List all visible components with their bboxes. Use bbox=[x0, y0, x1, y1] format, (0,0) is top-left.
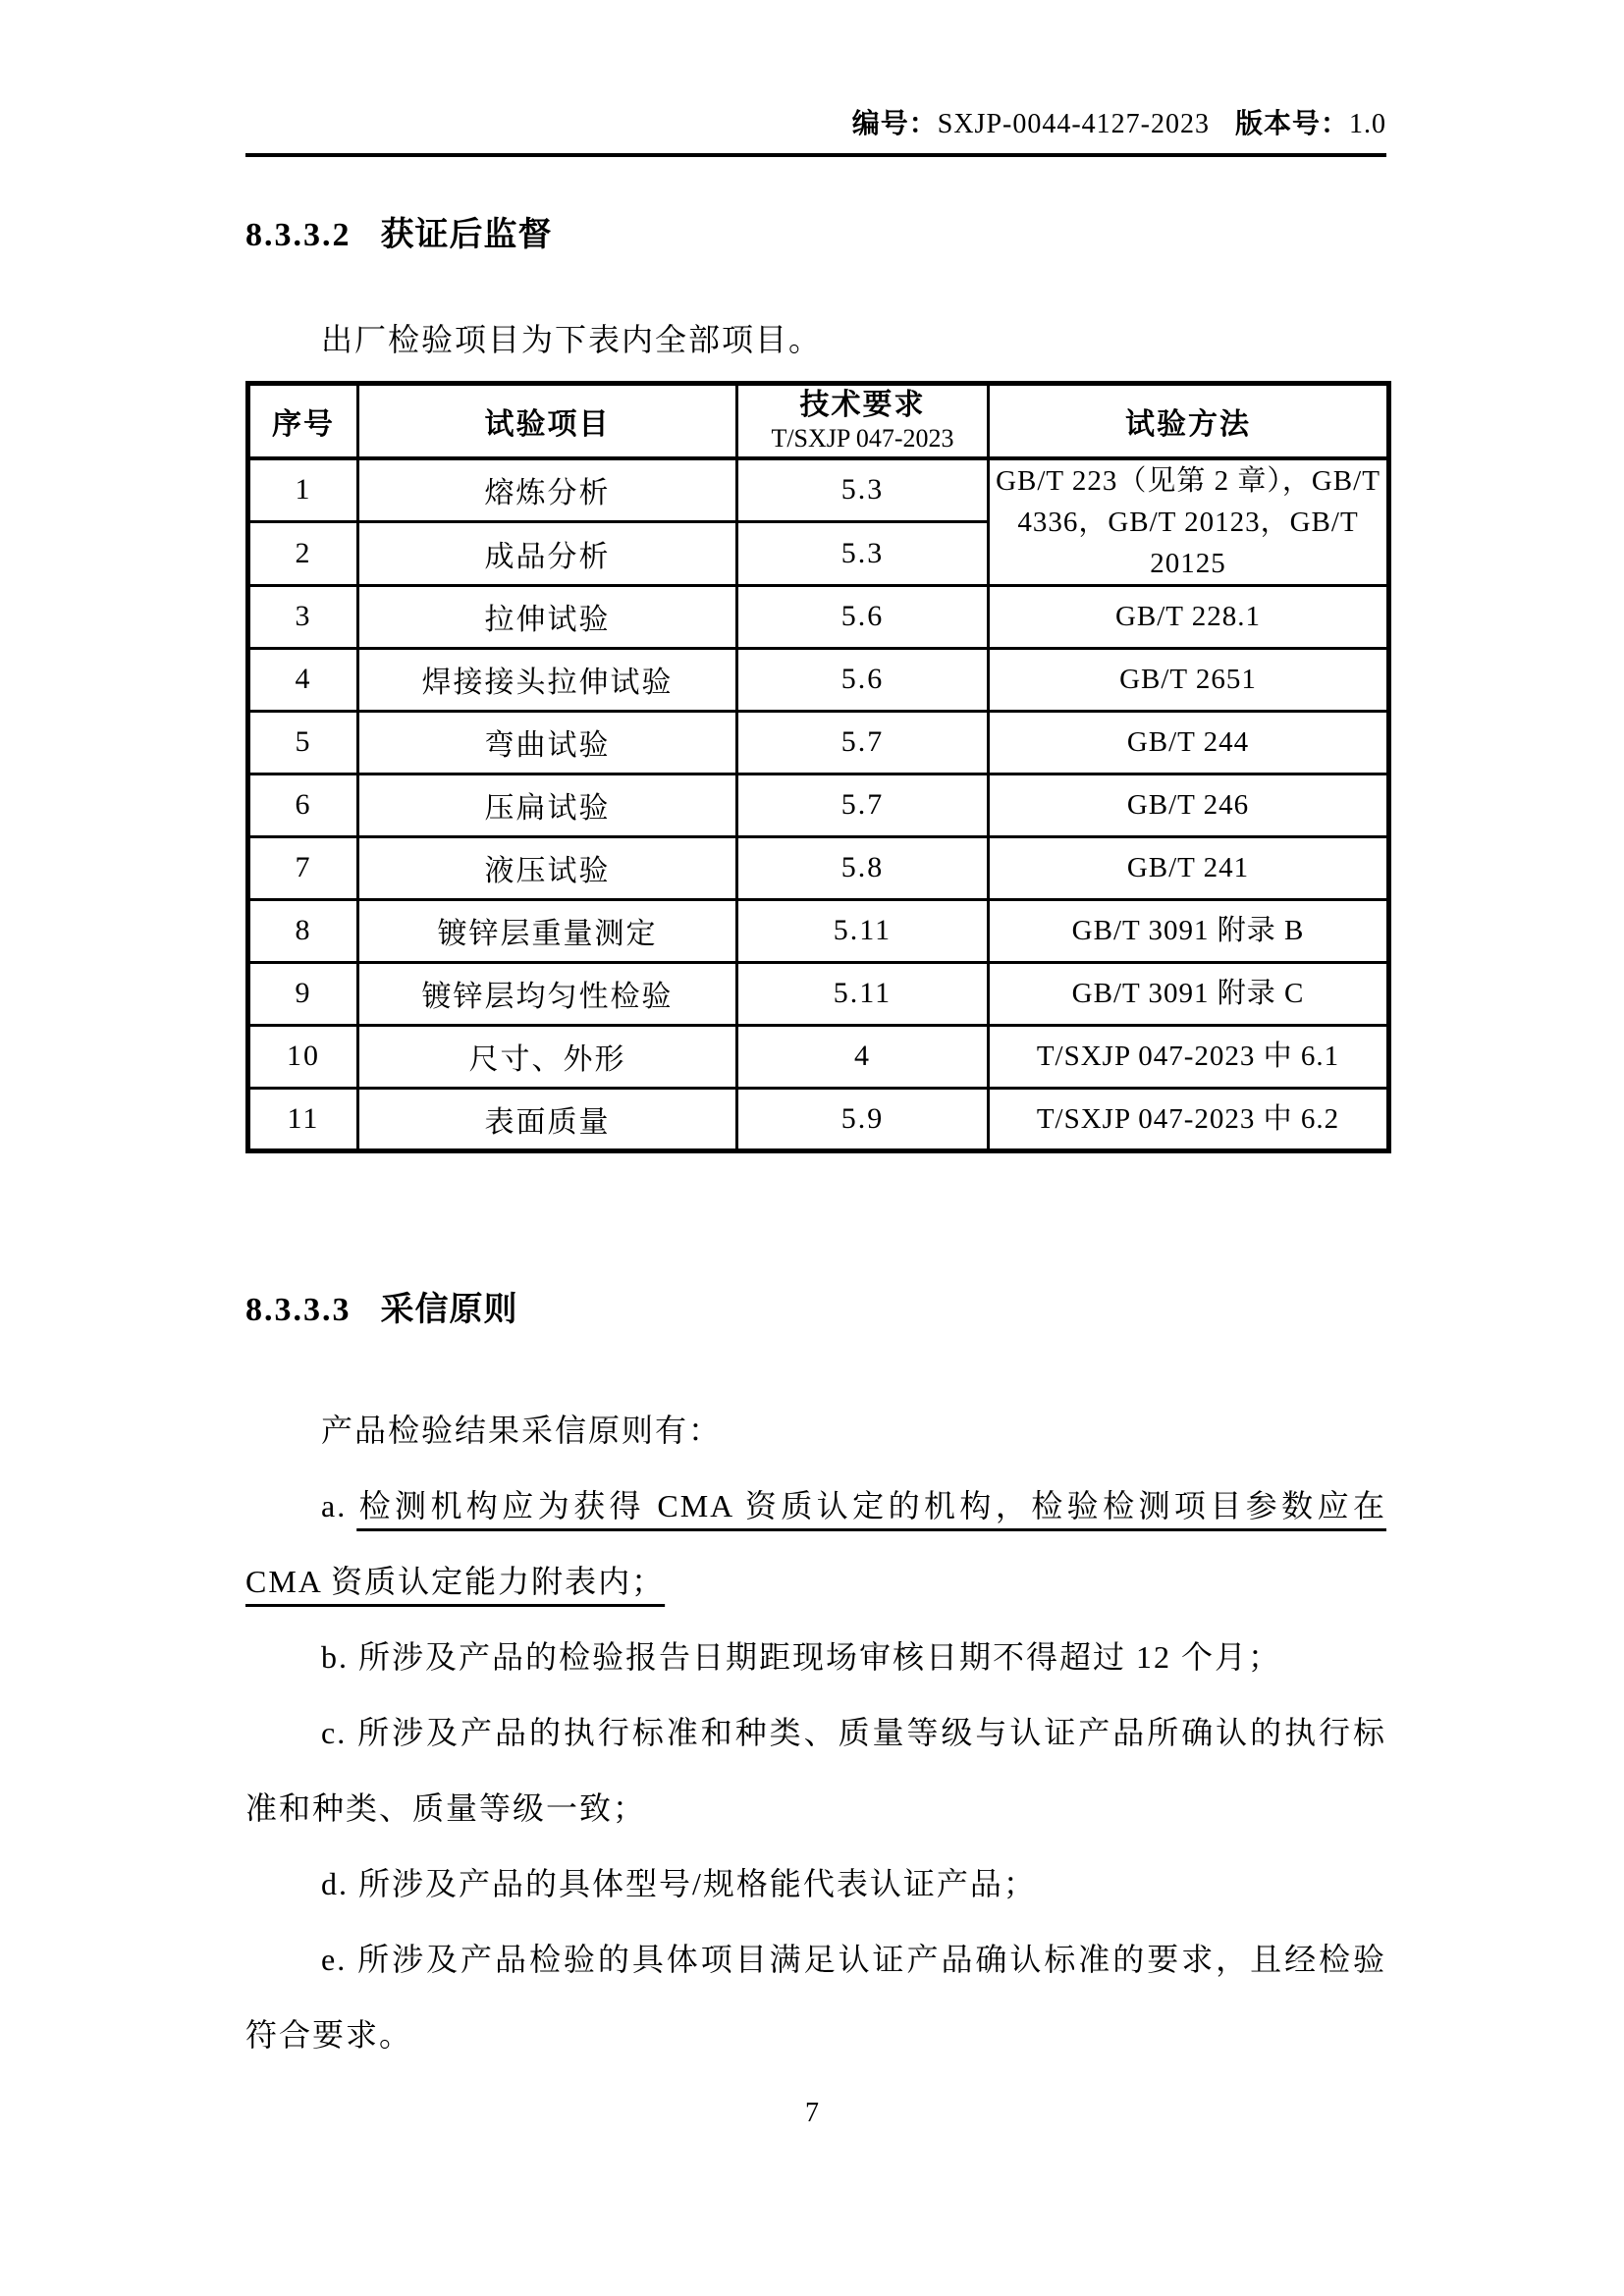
principles-paragraphs bbox=[245, 1393, 1386, 2073]
document-id-line bbox=[245, 108, 1386, 141]
supervision-intro-paragraph: 出厂检验项目为下表内全部项目。 bbox=[321, 322, 823, 357]
cell-method-merged: GB/T 223（见第 2 章），GB/T 4336，GB/T 20123，GB/T 20125 bbox=[989, 458, 1389, 586]
cell-requirement: 5.7 bbox=[737, 774, 989, 836]
section-number: 8.3.3.3 bbox=[245, 1291, 352, 1328]
cell-no: 11 bbox=[248, 1088, 358, 1150]
table-row bbox=[248, 1025, 1389, 1088]
table-row bbox=[248, 711, 1389, 774]
cell-method: GB/T 2651 bbox=[989, 648, 1389, 711]
cell-no: 8 bbox=[248, 899, 358, 962]
cell-requirement: 5.11 bbox=[737, 962, 989, 1025]
cell-item: 压扁试验 bbox=[358, 774, 737, 836]
table-row bbox=[248, 774, 1389, 836]
principle-label-d: d. bbox=[321, 1865, 349, 1901]
table-row bbox=[248, 585, 1389, 648]
cell-no: 1 bbox=[248, 458, 358, 522]
principles-intro-paragraph: 产品检验结果采信原则有： bbox=[321, 1412, 723, 1448]
cell-method: GB/T 241 bbox=[989, 836, 1389, 899]
cell-no: 9 bbox=[248, 962, 358, 1025]
principle-item-b bbox=[245, 1620, 1386, 1695]
cell-method: T/SXJP 047-2023 中 6.2 bbox=[989, 1088, 1389, 1150]
doc-code-value: SXJP-0044-4127-2023 bbox=[937, 109, 1210, 139]
cell-method: GB/T 3091 附录 C bbox=[989, 962, 1389, 1025]
principle-label-b: b. bbox=[321, 1638, 349, 1675]
cell-method: GB/T 246 bbox=[989, 774, 1389, 836]
cell-method: GB/T 228.1 bbox=[989, 585, 1389, 648]
cell-no: 7 bbox=[248, 836, 358, 899]
cell-item: 液压试验 bbox=[358, 836, 737, 899]
cell-item: 镀锌层重量测定 bbox=[358, 899, 737, 962]
cell-item: 成品分析 bbox=[358, 521, 737, 585]
cell-requirement: 5.11 bbox=[737, 899, 989, 962]
table-row bbox=[248, 836, 1389, 899]
cell-method: T/SXJP 047-2023 中 6.1 bbox=[989, 1025, 1389, 1088]
section-number: 8.3.3.2 bbox=[245, 217, 352, 253]
principle-text-d: 所涉及产品的具体型号/规格能代表认证产品； bbox=[358, 1865, 1037, 1901]
cell-item: 焊接接头拉伸试验 bbox=[358, 648, 737, 711]
principle-item-a bbox=[245, 1468, 1386, 1620]
col-header-requirement bbox=[737, 384, 989, 458]
cell-requirement: 5.3 bbox=[737, 458, 989, 522]
page-number: 7 bbox=[805, 2098, 819, 2128]
cell-no: 5 bbox=[248, 711, 358, 774]
cell-method: GB/T 244 bbox=[989, 711, 1389, 774]
header-divider bbox=[245, 153, 1386, 157]
cell-requirement: 5.7 bbox=[737, 711, 989, 774]
principle-label-c: c. bbox=[321, 1714, 348, 1750]
table-row bbox=[248, 458, 1389, 522]
inspection-items-table bbox=[245, 381, 1391, 1153]
cell-no: 3 bbox=[248, 585, 358, 648]
col-header-requirement-title: 技术要求 bbox=[799, 388, 926, 421]
table-row bbox=[248, 899, 1389, 962]
col-header-requirement-standard: T/SXJP 047-2023 bbox=[771, 423, 954, 453]
principle-text-a: 检测机构应为获得 CMA 资质认定的机构，检验检测项目参数应在 CMA 资质认定能力附表内； bbox=[245, 1487, 1386, 1599]
principle-text-c: 所涉及产品的执行标准和种类、质量等级与认证产品所确认的执行标准和种类、质量等级一致； bbox=[245, 1714, 1386, 1826]
cell-item: 熔炼分析 bbox=[358, 458, 737, 522]
cell-method: GB/T 3091 附录 B bbox=[989, 899, 1389, 962]
cell-requirement: 5.9 bbox=[737, 1088, 989, 1150]
cell-item: 尺寸、外形 bbox=[358, 1025, 737, 1088]
principle-item-e bbox=[245, 1922, 1386, 2073]
table-header-row bbox=[248, 384, 1389, 458]
cell-requirement: 5.3 bbox=[737, 521, 989, 585]
principle-label-e: e. bbox=[321, 1941, 348, 1977]
cell-requirement: 4 bbox=[737, 1025, 989, 1088]
cell-no: 6 bbox=[248, 774, 358, 836]
cell-item: 表面质量 bbox=[358, 1088, 737, 1150]
principle-text-b: 所涉及产品的检验报告日期距现场审核日期不得超过 12 个月； bbox=[358, 1638, 1282, 1675]
principle-item-d bbox=[245, 1846, 1386, 1922]
cell-requirement: 5.8 bbox=[737, 836, 989, 899]
section-heading-principles bbox=[245, 1289, 1386, 1332]
col-header-item: 试验项目 bbox=[358, 384, 737, 458]
principle-label-a: a. bbox=[321, 1487, 348, 1523]
doc-version-label: 版本号： bbox=[1234, 109, 1349, 139]
cell-item: 镀锌层均匀性检验 bbox=[358, 962, 737, 1025]
cell-item: 拉伸试验 bbox=[358, 585, 737, 648]
section-heading-supervision bbox=[245, 214, 1386, 257]
col-header-no: 序号 bbox=[248, 384, 358, 458]
section-title: 获证后监督 bbox=[380, 217, 553, 253]
cell-no: 10 bbox=[248, 1025, 358, 1088]
doc-version-value: 1.0 bbox=[1349, 109, 1386, 139]
principle-item-c bbox=[245, 1695, 1386, 1846]
col-header-method: 试验方法 bbox=[989, 384, 1389, 458]
principle-text-e: 所涉及产品检验的具体项目满足认证产品确认标准的要求，且经检验符合要求。 bbox=[245, 1941, 1386, 2053]
cell-requirement: 5.6 bbox=[737, 648, 989, 711]
section-title: 采信原则 bbox=[380, 1291, 518, 1328]
cell-no: 2 bbox=[248, 521, 358, 585]
doc-code-label: 编号： bbox=[851, 109, 938, 139]
cell-no: 4 bbox=[248, 648, 358, 711]
cell-requirement: 5.6 bbox=[737, 585, 989, 648]
cell-item: 弯曲试验 bbox=[358, 711, 737, 774]
document-header bbox=[245, 0, 1386, 157]
table-row bbox=[248, 1088, 1389, 1150]
table-row bbox=[248, 648, 1389, 711]
table-row bbox=[248, 962, 1389, 1025]
page-content bbox=[245, 0, 1386, 2073]
